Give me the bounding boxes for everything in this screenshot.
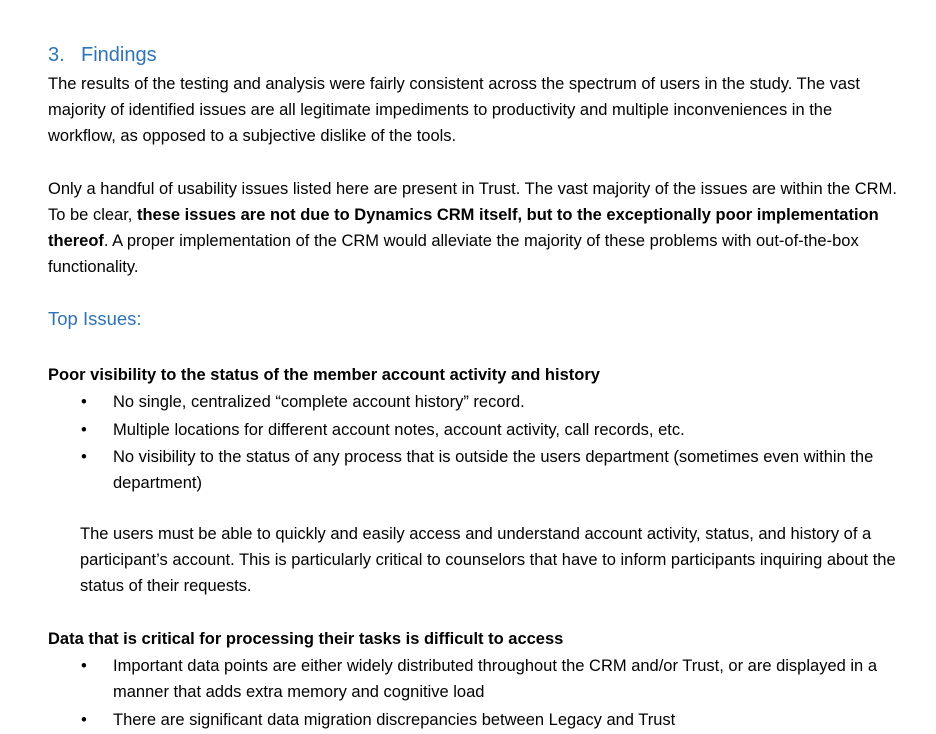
issue-1-title: Poor visibility to the status of the member account activity and history — [48, 366, 600, 384]
section-heading — [48, 44, 157, 67]
paragraph-2-bold-text: these issues are not due to Dynamics CRM itself, but to the exceptionally poor implementation thereof — [48, 206, 879, 250]
top-issues-heading: Top Issues: — [48, 308, 142, 329]
findings-paragraph-2 — [48, 176, 898, 280]
list-item — [48, 417, 898, 443]
issue-2-bullet-list — [48, 653, 898, 734]
list-item-text: No visibility to the status of any process that is outside the users department (sometimes even within the department) — [113, 448, 874, 492]
paragraph-2-text-end: . A proper implementation of the CRM would alleviate the majority of these problems with out-of-the-box functionality. — [48, 232, 859, 276]
bullet-icon: • — [81, 710, 87, 729]
bullet-icon: • — [81, 657, 87, 675]
issue-1-explanation: The users must be able to quickly and easily access and understand account activity, status, and history of a participant’s account. This is particularly critical to counselors that have to inform participants inquiring about the status of their requests. — [80, 525, 896, 595]
paragraph-2-text-start: Only a handful of usability issues listed here are present in Trust. The vast majority of the issues are within the CRM. To be clear, — [48, 180, 897, 224]
list-item-text: Multiple locations for different account notes, account activity, call records, etc. — [113, 420, 685, 439]
list-item — [48, 444, 898, 496]
document-page — [48, 0, 898, 729]
list-item — [48, 389, 898, 415]
list-item-text: There are significant data migration discrepancies between Legacy and Trust — [113, 710, 676, 729]
section-number: 3. — [48, 44, 65, 66]
bullet-icon: • — [81, 420, 87, 439]
issue-1-bullet-list — [48, 389, 898, 498]
list-item-text: No single, centralized “complete account history” record. — [113, 393, 525, 411]
findings-paragraph-1: The results of the testing and analysis were fairly consistent across the spectrum of users in the study. The vast majority of identified issues are all legitimate impediments to productivity and multiple inconveniences in the workflow, as opposed to a subjective dislike of the tools. — [48, 75, 860, 145]
list-item — [48, 653, 898, 705]
section-title: Findings — [81, 44, 157, 66]
bullet-icon: • — [81, 393, 87, 411]
list-item-text: Important data points are either widely distributed throughout the CRM and/or Trust, or are displayed in a manner that adds extra memory and cognitive load — [113, 657, 877, 701]
issue-2-title: Data that is critical for processing their tasks is difficult to access — [48, 630, 564, 648]
bullet-icon: • — [81, 448, 87, 466]
